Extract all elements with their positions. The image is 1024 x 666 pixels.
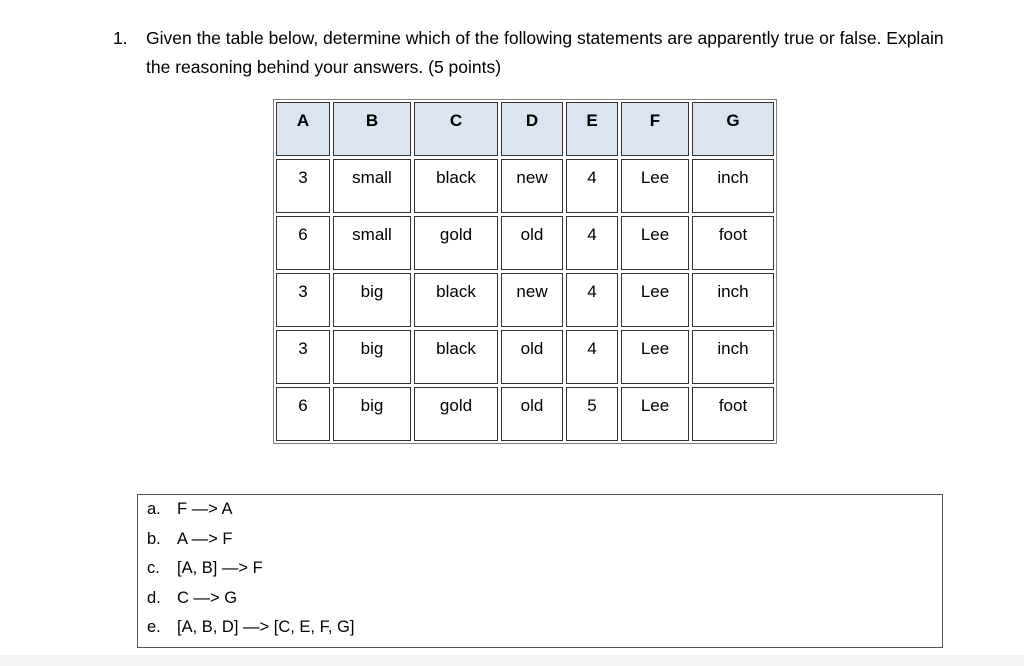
statement-text: [A, B] —> F (177, 559, 263, 577)
table-cell: Lee (621, 387, 689, 441)
table-cell: new (501, 273, 563, 327)
question-number: 1. (113, 28, 128, 48)
table-row (276, 273, 774, 327)
table-cell: inch (692, 330, 774, 384)
table-cell: 6 (276, 216, 330, 270)
table-cell: 4 (566, 216, 618, 270)
question-text: Given the table below, determine which of the following statements are apparently true or false. Explain the reasoning behind your answers. (5 points) (146, 28, 944, 77)
column-header-d: D (501, 102, 563, 156)
table-cell: 3 (276, 330, 330, 384)
statement-label: e. (147, 618, 161, 636)
column-header-g: G (692, 102, 774, 156)
statement-label: b. (147, 529, 161, 548)
table-cell: Lee (621, 330, 689, 384)
table-cell: foot (692, 216, 774, 270)
table-cell: black (414, 159, 498, 213)
table-cell: 5 (566, 387, 618, 441)
table-cell: black (414, 330, 498, 384)
statements-box (137, 494, 943, 648)
table-cell: Lee (621, 216, 689, 270)
table-cell: Lee (621, 159, 689, 213)
statement-text: F —> A (177, 500, 233, 518)
table-cell: gold (414, 216, 498, 270)
table-cell: big (333, 330, 411, 384)
table-cell: 4 (566, 273, 618, 327)
table-cell: 3 (276, 159, 330, 213)
statement-label: d. (147, 588, 161, 607)
table-cell: Lee (621, 273, 689, 327)
data-table (273, 99, 777, 444)
table-cell: 4 (566, 159, 618, 213)
table-cell: 3 (276, 273, 330, 327)
table-cell: inch (692, 159, 774, 213)
table-cell: old (501, 330, 563, 384)
table-cell: big (333, 273, 411, 327)
statement-text: A —> F (177, 529, 233, 548)
table-cell: inch (692, 273, 774, 327)
statement-text: C —> G (177, 588, 238, 607)
table-row (276, 159, 774, 213)
table-cell: black (414, 273, 498, 327)
statement-label: c. (147, 559, 160, 577)
table-cell: foot (692, 387, 774, 441)
column-header-f: F (621, 102, 689, 156)
statement-label: a. (147, 500, 161, 518)
table-row (276, 330, 774, 384)
table-cell: new (501, 159, 563, 213)
table-cell: old (501, 387, 563, 441)
table-cell: big (333, 387, 411, 441)
column-header-a: A (276, 102, 330, 156)
table-cell: 4 (566, 330, 618, 384)
table-cell: small (333, 216, 411, 270)
column-header-b: B (333, 102, 411, 156)
table-cell: small (333, 159, 411, 213)
table-row (276, 216, 774, 270)
table-row (276, 387, 774, 441)
table-cell: old (501, 216, 563, 270)
column-header-e: E (566, 102, 618, 156)
statement-text: [A, B, D] —> [C, E, F, G] (177, 618, 355, 636)
table-cell: 6 (276, 387, 330, 441)
table-cell: gold (414, 387, 498, 441)
page-footer-strip (0, 655, 1024, 666)
column-header-c: C (414, 102, 498, 156)
